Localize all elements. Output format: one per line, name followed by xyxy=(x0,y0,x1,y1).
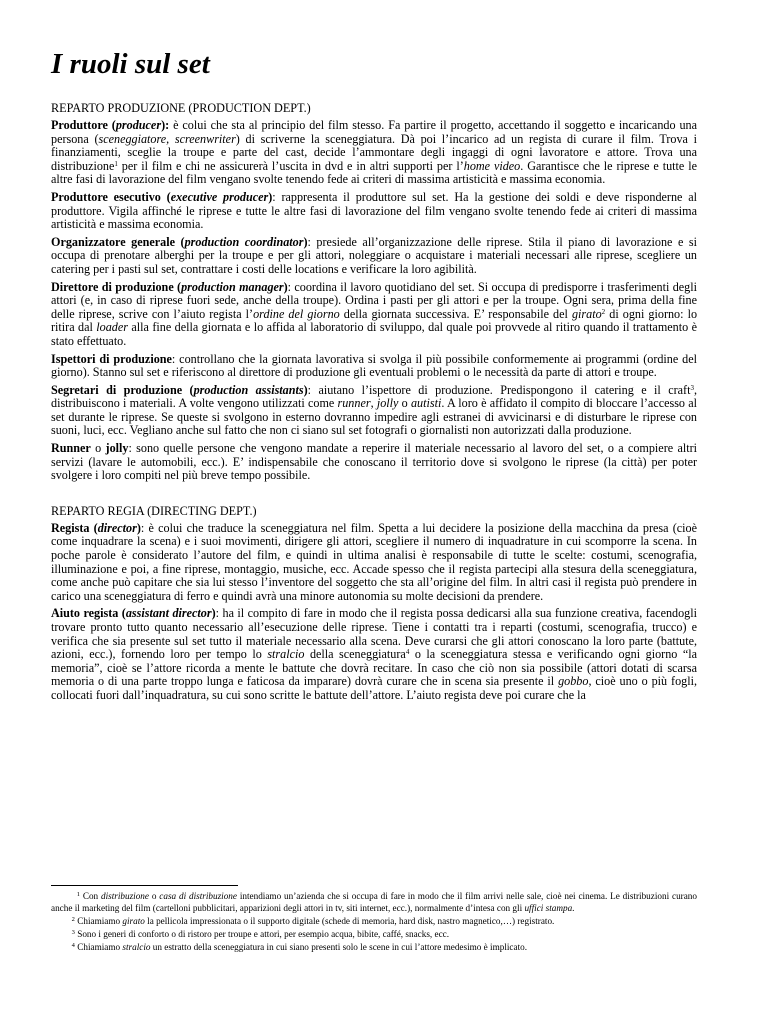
footnote-ref-1[interactable]: 1 xyxy=(114,159,118,168)
entry-production-inspectors: Ispettori di produzione: controllano che la giornata lavorativa si svolga il più possibile conformemente ai programmi (ordine del giorno). Stanno sul set e riferiscono al direttore di produzione gli eventuali problemi o le necessità da parte di attori e troupe. xyxy=(51,351,697,380)
term: Direttore di produzione (production manager) xyxy=(51,279,288,294)
footnote-ref-3[interactable]: 3 xyxy=(690,383,694,392)
entry-assistant-director: Aiuto regista (assistant director): ha il compito di fare in modo che il regista possa dedicarsi alla sua funzione creativa, facendogli trovare pronto tutto quanto necessario all’esecuzione delle riprese. Tiene i contatti tra i reparti (costumi, scenografia, trucco) e verifica che sia presente sul set tutto il materiale necessario alla scena. Deve curarsi che gli attori conoscano la loro parte (battute, azioni, ecc.), fornendo loro per tempo lo stralcio della sceneggiatura$^4$ o la sceneggiatura stessa e verificando ogni giorno “la memoria”, cioè se l’attore ricorda a mente le battute che dovrà recitare. In caso che ciò non sia possibile (attori dotati di scarsa memoria o di una parte troppo lunga e faticosa da imparare) dovrà curare che in scena sia presente il gobbo, cioè uno o più fogli, collocati fuori dall’inquadratura, su cui sono scritte le battute dell’attore. L’aiuto regista deve poi curare che la xyxy=(51,606,698,702)
section-heading-directing: REPARTO REGIA (DIRECTING DEPT.) xyxy=(51,503,257,518)
term: Ispettori di produzione xyxy=(51,351,172,366)
entry-director: Regista (director): è colui che traduce la sceneggiatura nel film. Spetta a lui decidere la posizione della macchina da presa (cioè come inquadrare la scena) e i suoi movimenti, dirigere gli attori, scegliere il numero di inquadrature in cui scomporre la scena. In poche parole è considerato l’autore del film, e quindi in ultima analisi è responsabile di tutte le scelte: costumi, scenografia, illuminazione e poi, a fine riprese, montaggio, musiche, ecc. Accade spesso che il regista partecipi alla stesura della sceneggiatura, come anche può capitare che sia lui stesso l’inventore del soggetto che sta all’origine del film. In altri casi il regista può prendere in carico una sceneggiatura di ferro e quindi avrà una minore autonomia su molte decisioni da prendere. xyxy=(51,520,697,603)
footnote-2: $^2$ Chiamiamo girato la pellicola impressionata o il supporto digitale (schede di memoria, hard disk, nastro magnetico,…) registrato. xyxy=(71,916,555,926)
term: Produttore esecutivo (executive producer) xyxy=(51,189,273,204)
entry-executive-producer: Produttore esecutivo (executive producer): rappresenta il produttore sul set. Ha la gestione dei soldi e deve risponderne al produttore. Vigila affinché le riprese e tutte le altre fasi di lavorazione del film vengano svolte tenendo fede ai criteri di massima artisticità e massima economia. xyxy=(51,189,697,232)
section-spacer xyxy=(51,487,697,504)
entry-runner: Runner o jolly: sono quelle persone che vengono mandate a reperire il materiale necessario al lavoro del set, o a compiere altri servizi (lavare le automobili, ecc.). E’ indispensabile che conoscano il territorio dove si svolgono le riprese (la città) per poter svolgere i loro compiti nel più breve tempo possibile. xyxy=(51,441,698,483)
footnote-1: $^1$ Con distribuzione o casa di distribuzione intendiamo un’azienda che si occupa di fare in modo che il film arrivi nelle sale, cioè nei cinema. Le distribuzioni curano anche il marketing del film (cartelloni pubblicitari, apparizioni degli attori in tv, siti internet, ecc.), normalmente d’intesa con gli uffici stampa. xyxy=(51,891,697,913)
entry-production-coordinator: Organizzatore generale (production coordinator): presiede all’organizzazione delle riprese. Stila il piano di lavorazione e si occupa di prenotare alberghi per la troupe e per gli attori, noleggiare o acquistare i materiali necessari alle riprese, scegliere un catering per i pasti sul set, contrattare i costi delle locations e verificare la loro agibilità. xyxy=(51,234,697,276)
footnotes xyxy=(51,885,697,954)
footnote-separator xyxy=(51,885,238,886)
entry-producer: Produttore (producer): è colui che sta al principio del film stesso. Fa partire il progetto, accettando il soggetto e incaricando una persona (sceneggiatore, screenwriter) di scriverne la sceneggiatura. Dà poi l’incarico ad un regista di curare il film. Trova i finanziamenti, sceglie la troupe e parte del cast, decide l’ammontare degli ingaggi di ogni lavoratore e attore. Trova una distribuzione$^1$ per il film e chi ne assicurerà l’uscita in dvd e in altri supporti per l’home video. Garantisce che le riprese e tutte le altre fasi di lavorazione del film vengano svolte tenendo fede ai criteri di massima artisticità e massima economia. xyxy=(51,118,697,187)
footnote-4: $^4$ Chiamiamo stralcio un estratto della sceneggiatura in cui siano presenti solo le scene in cui l’attore medesimo è implicato. xyxy=(71,942,528,952)
page-title: I ruoli sul set xyxy=(51,48,210,80)
term: Regista (director) xyxy=(51,520,141,535)
term: Aiuto regista (assistant director) xyxy=(51,606,216,621)
entry-production-manager: Direttore di produzione (production manager): coordina il lavoro quotidiano del set. Si occupa di predisporre i trasferimenti degli attori (e, in caso di riprese fuori sede, anche della troupe). Ordina i pasti per gli attori e per la troupe. Ogni sera, prima della fine delle riprese, scrive con l’aiuto regista l’ordine del giorno della giornata successiva. E’ responsabile del girato$^2$ di ogni giorno: lo ritira dal loader alla fine della giornata e lo affida al laboratorio di sviluppo, dal quale poi provvede al ritiro quando il trattamento è stato effettuato. xyxy=(51,279,698,348)
term: Produttore (producer): xyxy=(51,118,170,132)
entry-production-assistants: Segretari di produzione (production assistants): aiutano l’ispettore di produzione. Predispongono il catering e il craft$^3$, distribuiscono i materiali. A volte vengono utilizzati come runner, jolly o autisti. A loro è affidato il compito di bloccare l’accesso al set durante le riprese. Se queste si svolgono in esterno dovranno impedire agli estranei di avvicinarsi e di disturbare le riprese con suoni, luci, ecc. Vegliano anche sul fatto che non ci siano sul set fotografi o giornalisti non autorizzati dalla produzione. xyxy=(51,382,698,438)
section-heading-production: REPARTO PRODUZIONE (PRODUCTION DEPT.) xyxy=(51,101,311,115)
footnote-3: $^3$ Sono i generi di conforto o di ristoro per troupe e attori, per esempio acqua, bibite, caffé, snacks, ecc. xyxy=(71,929,450,939)
footnote-ref-2[interactable]: 2 xyxy=(601,307,606,316)
term: Segretari di produzione (production assistants) xyxy=(51,382,308,397)
footnote-ref-4[interactable]: 4 xyxy=(405,648,410,657)
term: Organizzatore generale (production coordinator) xyxy=(51,234,308,249)
term: Runner xyxy=(51,441,91,456)
